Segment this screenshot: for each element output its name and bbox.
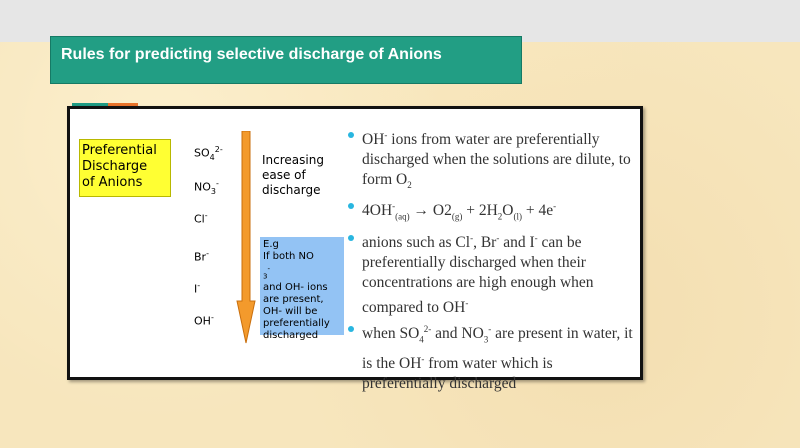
eg-line-4: are present, [263, 294, 324, 306]
preferential-discharge-label [79, 139, 171, 197]
slide-content-frame [67, 106, 643, 393]
eg-line-5: OH- will be [263, 306, 318, 318]
bullet-list [348, 125, 640, 395]
eg-line-2: If both NO $_3$- [263, 251, 314, 281]
increasing-line-3: discharge [262, 183, 321, 197]
pref-line-2: Discharge [82, 159, 148, 174]
ion-chloride: Cl- [194, 211, 208, 226]
ion-iodide: I- [194, 281, 201, 296]
eg-line-1: E.g [263, 239, 279, 250]
bullet-item-concentration: anions such as Cl-, Br- and I- can be preferentially discharged when their concentrations are high enough when compared to OH- [348, 228, 640, 318]
eg-line-7: discharged [263, 330, 319, 342]
bullet-item-dilute: OH- ions from water are preferentially discharged when the solutions are dilute, to form $O_2$ [348, 125, 640, 195]
example-note-box [260, 237, 344, 342]
slide-title: Rules for predicting selective discharge of Anions [50, 36, 522, 84]
eg-line-3: and OH- ions [263, 282, 328, 294]
ion-nitrate: $NO_3^-$ [194, 179, 219, 196]
ion-bromide: Br- [194, 249, 209, 264]
pref-line-3: of Anions [82, 175, 143, 190]
discharge-diagram [76, 131, 344, 365]
eg-line-6: preferentially [263, 318, 330, 330]
increasing-ease-label [262, 153, 324, 198]
bullet-item-sulfate-nitrate: when $SO_4^{2-}$ and $NO_3^-$ are present in water, it is the OH- from water which is preferentially discharged [348, 319, 640, 394]
pref-line-1: Preferential [82, 143, 157, 158]
down-arrow-icon [236, 131, 256, 345]
bullet-item-equation: $4OH^-_{(aq)} \to O2_{(g)} + 2H_2O_{(l)} + 4e^-$ [348, 196, 640, 226]
increasing-line-2: ease of [262, 168, 306, 182]
ion-hydroxide: OH- [194, 313, 214, 328]
ion-sulfate: $SO_4^{2-}$ [194, 145, 223, 162]
increasing-line-1: Increasing [262, 153, 324, 167]
